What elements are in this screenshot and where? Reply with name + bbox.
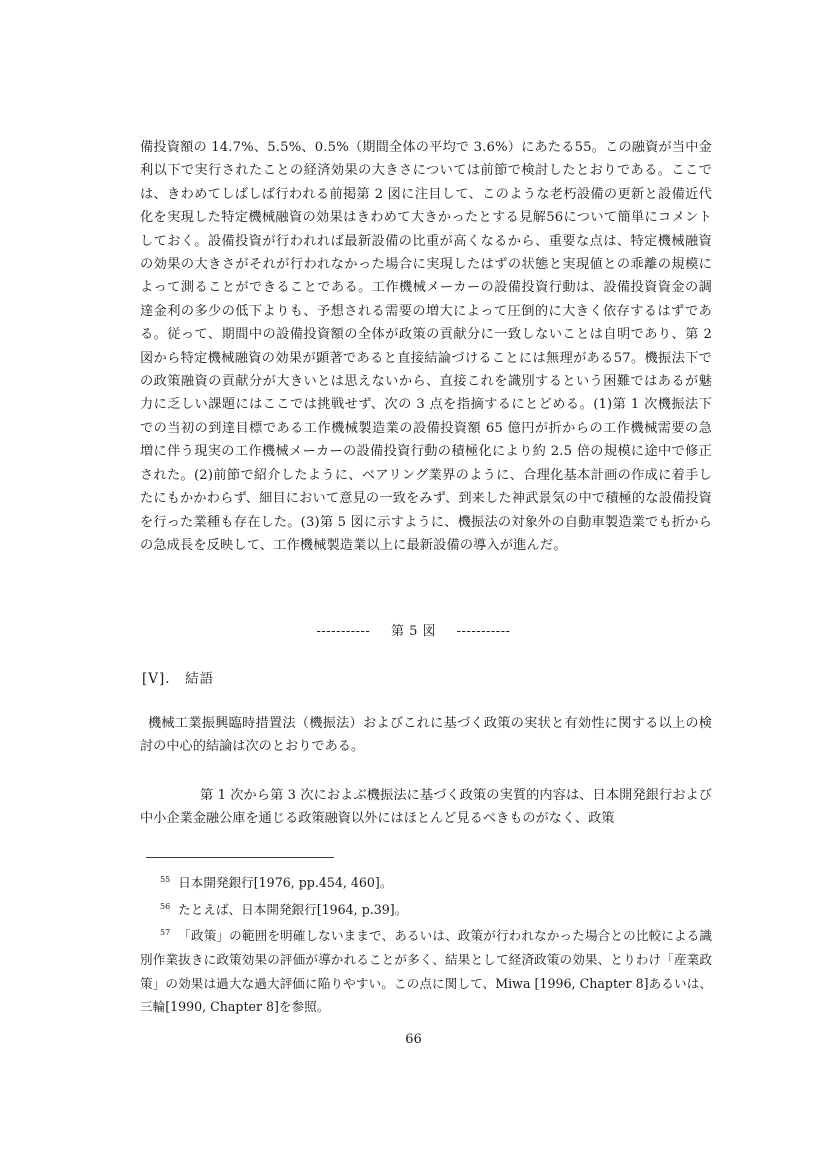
- footnote: [140, 868, 712, 895]
- paragraph-text: 第 1 次から第 3 次におよぶ機振法に基づく政策の実質的内容は、日本開発銀行および中小企業金融公庫を通じる政策融資以外にはほとんど見るべきものがなく、政策: [140, 788, 712, 826]
- body-paragraph-2: [140, 712, 712, 758]
- footnote-text: たとえば、日本開発銀行[1964, p.39]。: [178, 901, 408, 917]
- footnote-text: 「政策」の範囲を明確しないままで、あるいは、政策が行われなかった場合との比較による識別作業抜きに政策効果の評価が導かれることが多く、結果として経済政策の効果、とりわけ「産業政策」の効果は過大な過大評価に陥りやすい。この点に関して、Miwa [1996, Chapter 8]あるいは、三輪[1990, Chapter 8]を参照。: [140, 928, 712, 1015]
- footnote: [140, 921, 712, 1018]
- footnote-separator: [146, 857, 334, 858]
- body-paragraph-3: [140, 784, 712, 830]
- footnote: [140, 895, 712, 922]
- dash-left: -----------: [316, 624, 371, 639]
- footnote-number: 57: [160, 928, 171, 938]
- page-number: 66: [405, 1032, 422, 1047]
- dash-right: -----------: [456, 624, 511, 639]
- section-heading: [V]. 結語: [142, 671, 215, 687]
- footnotes: [140, 868, 712, 1019]
- footnote-text: 日本開発銀行[1976, pp.454, 460]。: [178, 875, 393, 891]
- paragraph-text: 機械工業振興臨時措置法（機振法）およびこれに基づく政策の実状と有効性に関する以上の検討の中心的結論は次のとおりである。: [140, 716, 712, 754]
- body-paragraph-1: [140, 136, 712, 557]
- figure-reference: [0, 620, 827, 639]
- footnote-number: 56: [160, 901, 171, 911]
- paragraph-text: 備投資額の 14.7%、5.5%、0.5%（期間全体の平均で 3.6%）にあたる55。この融資が当中金利以下で実行されたことの経済効果の大きさについては前節で検討したとおりである。ここでは、きわめてしばしば行われる前掲第 2 図に注目して、このような老朽設備の更新と設備近代化を実現した特定機械融資の効果はきわめて大きかったとする見解56について簡単にコメントしておく。設備投資が行われれば最新設備の比重が高くなるから、重要な点は、特定機械融資の効果の大きさがそれが行われなかった場合に実現したはずの状態と実現値との乖離の規模によって測ることができることである。工作機械メーカーの設備投資行動は、設備投資資金の調達金利の多少の低下よりも、予想される需要の増大によって圧倒的に大きく依存するはずである。従って、期間中の設備投資額の全体が政策の貢献分に一致しないことは自明であり、第 2 図から特定機械融資の効果が顕著であると直接結論づけることには無理がある57。機振法下での政策融資の貢献分が大きいとは思えないから、直接これを識別するという困難ではあるが魅力に乏しい課題にはここでは挑戦せず、次の 3 点を指摘するにとどめる。(1)第 1 次機振法下での当初の到達目標である工作機械製造業の設備投資額 65 億円が折からの工作機械需要の急増に伴う現実の工作機械メーカーの設備投資行動の積極化により約 2.5 倍の規模に途中で修正された。(2)前節で紹介したように、ベアリング業界のように、合理化基本計画の作成に着手したにもかかわらず、細目において意見の一致をみず、到来した神武景気の中で積極的な設備投資を行った業種も存在した。(3)第 5 図に示すように、機振法の対象外の自動車製造業でも折からの急成長を反映して、工作機械製造業以上に最新設備の導入が進んだ。: [140, 140, 712, 553]
- footnote-number: 55: [160, 875, 171, 884]
- figure-label: 第 5 図: [390, 624, 437, 639]
